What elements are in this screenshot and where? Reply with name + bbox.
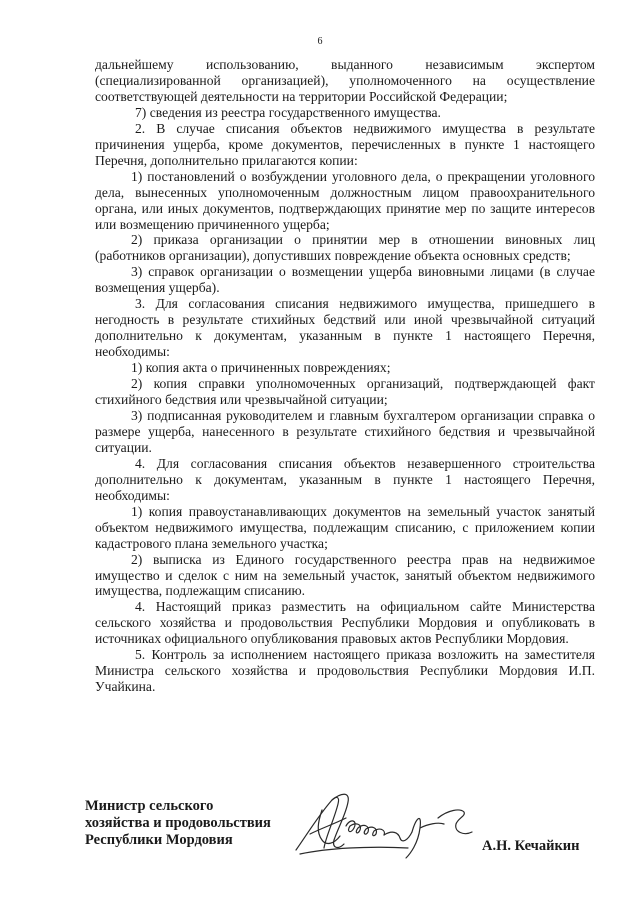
paragraph: 5. Контроль за исполнением настоящего приказа возложить на заместителя Министра сельского хозяйства и продовольствия Республики Мордовия И.П. Учайкина.	[95, 647, 595, 695]
handwritten-signature	[288, 788, 478, 862]
position-line: Министр сельского	[85, 798, 214, 814]
paragraph: 3. Для согласования списания недвижимого имущества, пришедшего в негодность в результате стихийных бедствий или иной чрезвычайной ситуаций дополнительно к документам, указанным в пункте 1 настоящего Перечня, необходимы:	[95, 296, 595, 360]
paragraph: 2) копия справки уполномоченных организаций, подтверждающей факт стихийного бедствия или чрезвычайной ситуации;	[95, 376, 595, 408]
paragraph: 4. Настоящий приказ разместить на официальном сайте Министерства сельского хозяйства и продовольствия Республики Мордовия и опубликовать в источниках официального опубликования правовых актов Республики Мордовия.	[95, 599, 595, 647]
signatory-position	[85, 798, 271, 849]
paragraph: 3) справок организации о возмещении ущерба виновными лицами (в случае возмещения ущерба).	[95, 264, 595, 296]
document-body	[95, 57, 595, 695]
paragraph: 7) сведения из реестра государственного имущества.	[135, 104, 441, 120]
paragraph: 3) подписанная руководителем и главным бухгалтером организации справка о размере ущерба, нанесенного в результате стихийного бедствия и чрезвычайной ситуации.	[95, 407, 595, 455]
paragraph: 1) копия правоустанавливающих документов на земельный участок занятый объектом недвижимого имущества, подлежащим списанию, с приложением копии кадастрового плана земельного участка;	[95, 503, 595, 551]
paragraph: 4. Для согласования списания объектов незавершенного строительства дополнительно к документам, указанным в пункте 1 настоящего Перечня, необходимы:	[95, 455, 595, 503]
paragraph: 1) копия акта о причиненных повреждениях;	[131, 360, 391, 376]
page-number: 6	[317, 36, 323, 47]
position-line: хозяйства и продовольствия	[85, 815, 271, 831]
position-line: Республики Мордовия	[85, 832, 233, 848]
paragraph: 2. В случае списания объектов недвижимого имущества в результате причинения ущерба, кроме документов, перечисленных в пункте 1 настоящего Перечня, дополнительно прилагаются копии:	[95, 120, 595, 168]
paragraph: 2) выписка из Единого государственного реестра прав на недвижимое имущество и сделок с ним на земельный участок, занятый объектом недвижимого имущества, подлежащим списанию.	[95, 551, 595, 599]
paragraph: дальнейшему использованию, выданного независимым экспертом (специализированной организацией), уполномоченного на осуществление соответствующей деятельности на территории Российской Федерации;	[95, 57, 595, 104]
paragraph: 2) приказа организации о принятии мер в отношении виновных лиц (работников организации), допустивших повреждение объекта основных средств;	[95, 232, 595, 264]
signatory-name: А.Н. Кечайкин	[482, 838, 580, 854]
paragraph: 1) постановлений о возбуждении уголовного дела, о прекращении уголовного дела, вынесенных уполномоченным должностным лицом правоохранительного органа, или иных документов, подтверждающих принятие мер по защите интересов или возмещению причиненного ущерба;	[95, 168, 595, 232]
